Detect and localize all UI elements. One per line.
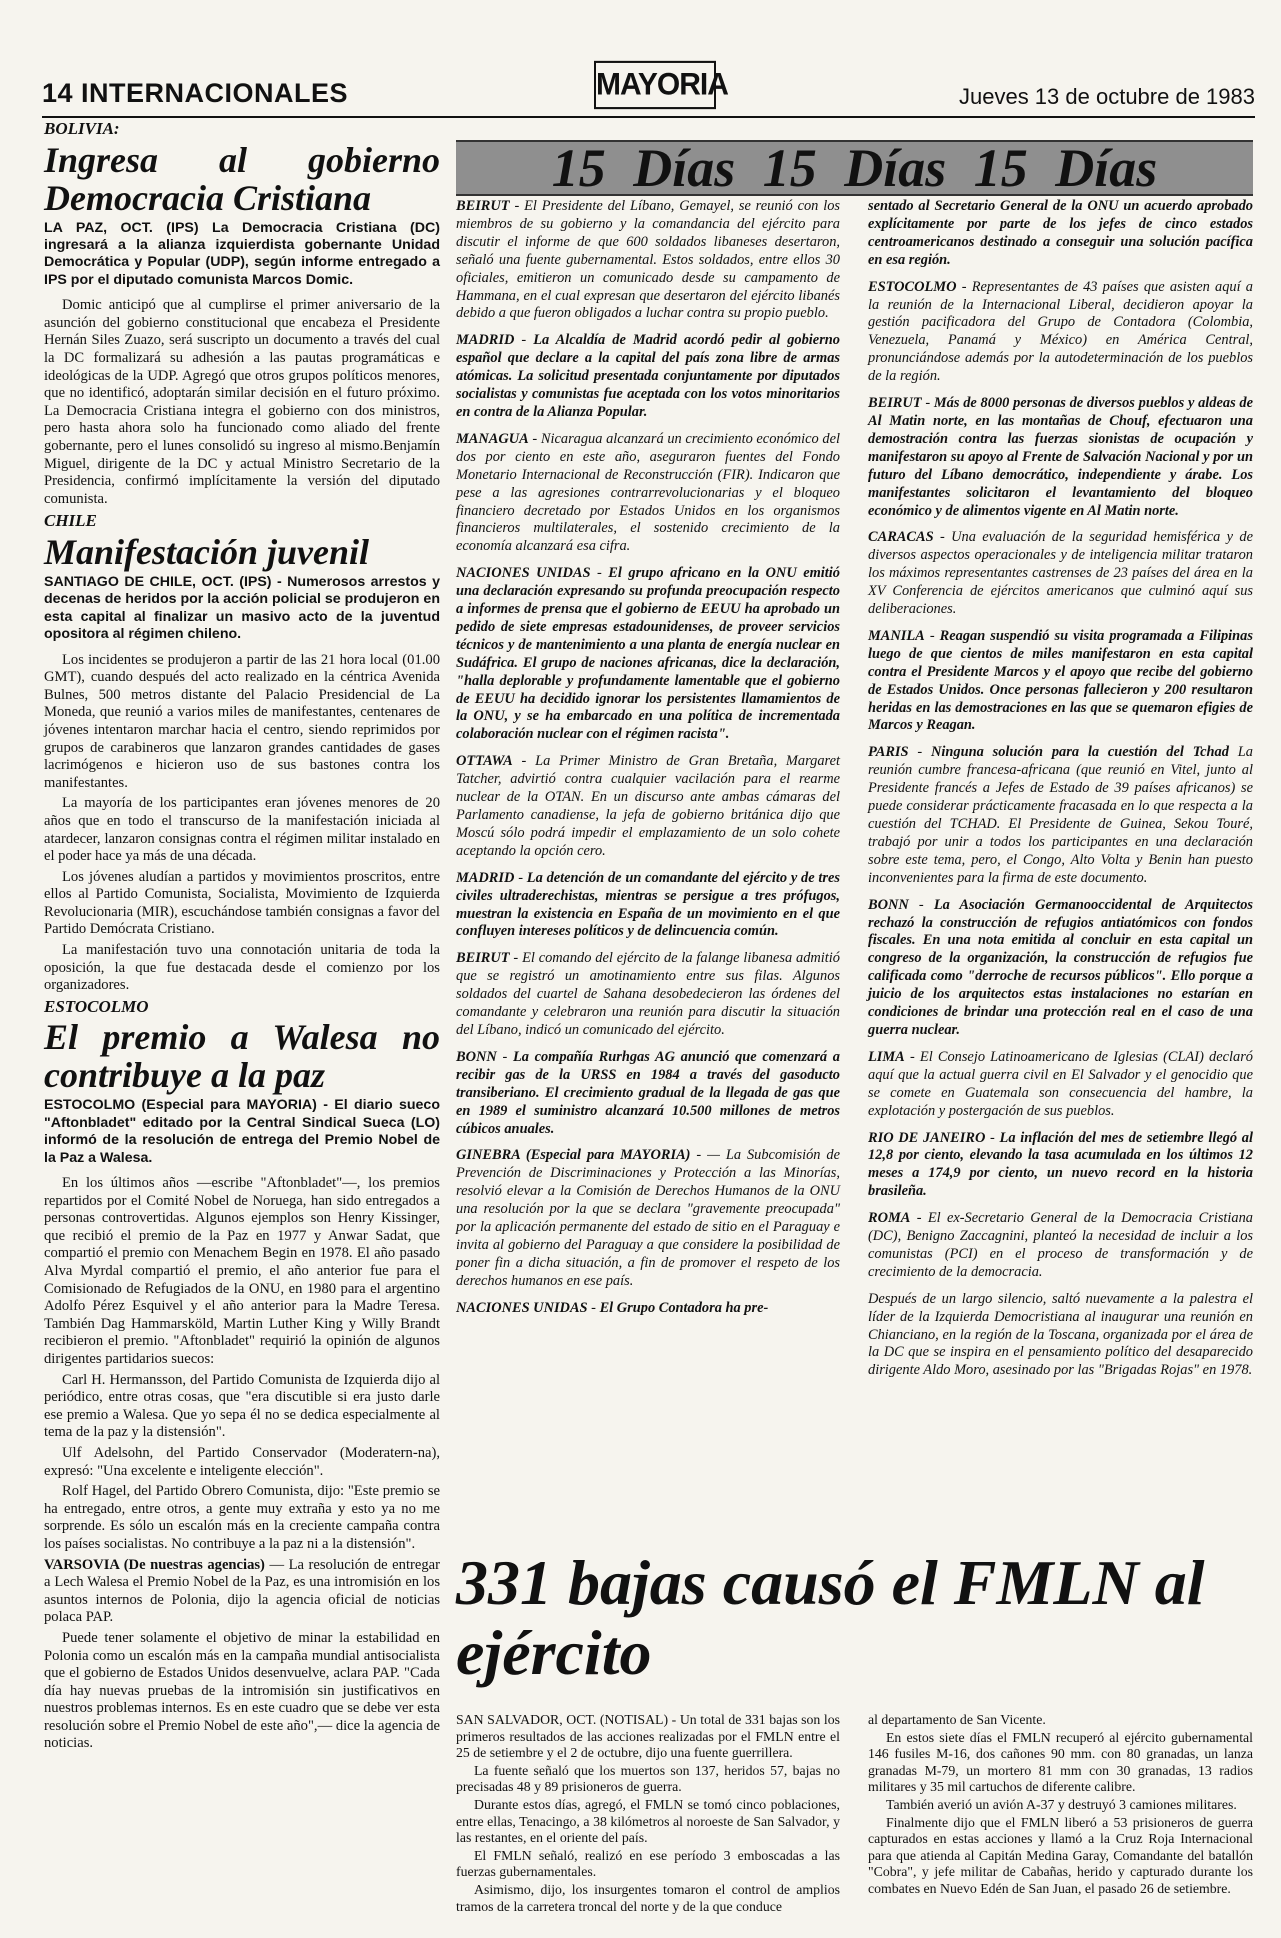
news-item: MADRID - La Alcaldía de Madrid acordó pedir al gobierno español que declare a la capital del país zona libre de armas atómicas. La solicitud presentada conjuntamente por diputados socialistas y comunistas fue aceptada con los votos minoritarios en contra de la Alianza Popular.: [456, 332, 840, 420]
estocolmo-lead: ESTOCOLMO (Especial para MAYORIA) - El diario sueco "Aftonbladet" editado por la Central Sindical Sueca (LO) informó de la resolución de entrega del Premio Nobel de la Paz a Walesa.: [44, 1097, 440, 1166]
fmln-paragraph: al departamento de San Vicente.: [868, 1712, 1046, 1727]
chile-headline: Manifestación juvenil: [44, 531, 370, 572]
news-item-city: MANILA: [868, 627, 925, 644]
news-item: CARACAS - Una evaluación de la seguridad hemisférica y de diversos aspectos operacionales y de inteligencia militar trataron los máximos representantes castrenses de 23 países del área en la XV Conferencia de ejércitos americanos que culminó aquí sus deliberaciones.: [868, 529, 1253, 618]
news-item-bold-text: Ninguna solución para la cuestión del Tchad: [931, 744, 1229, 761]
news-item-city: OTTAWA: [456, 753, 513, 770]
bolivia-paragraph: Domic anticipó que al cumplirse el primer aniversario de la asunción del gobierno constitucional que encabeza el Presidente Hernán Siles Zuazo, será suscripto un documento a través del cual la DC formalizará su adhesión a las pautas programáticas e ideológicas de la UDP. Agregó que otros grupos políticos menores, que no identificó, adoptarán similar decisión en el futuro próximo. La Democracia Cristiana integra el gobierno con dos ministros, pero hasta ahora solo ha funcionado como aliado del frente gobernante, pero el lunes consolidó su ingreso al mismo.Benjamín Miguel, dirigente de la DC y actual Ministro Secretario de la Presidencia, confirmó implícitamente la versión del diputado comunista.: [44, 297, 440, 507]
fmln-column-2: [868, 1712, 1253, 1899]
news-item-text: La Primer Ministro de Gran Bretaña, Margaret Tatcher, advirtió contra cualquier vacilación para el rearme nuclear de la OTAN. En un discurso ante ambas cámaras del Parlamento canadiense, la jefa de gobierno británica dijo que Moscú sólo podrá impedir el emplazamiento de un solo cohete aceptando la opción cero.: [456, 753, 840, 859]
bolivia-kicker: BOLIVIA:: [44, 119, 120, 138]
news-item-city: RIO DE JANEIRO: [868, 1129, 986, 1146]
news-item-city: NACIONES UNIDAS: [456, 565, 591, 582]
news-item-text: Después de un largo silencio, saltó nuevamente a la palestra el líder de la Izquierda Democristiana al inaugurar una reunión en Chianciano, en la región de la Toscana, organizada por el área de la DC que se inspira en el pensamiento político del desaparecido dirigente Aldo Moro, asesinado por las "Brigadas Rojas" en 1978.: [868, 1290, 1253, 1379]
news-item: NACIONES UNIDAS - El grupo africano en la ONU emitió una declaración expresando su profunda preocupación respecto a informes de prensa que el gobierno de EEUU ha aprobado un pedido de siete empresas estadounidenses, de proveer servicios técnicos y de mantenimiento a una planta de energía nuclear en Sudáfrica. El grupo de naciones africanas, dice la declaración, "halla deplorable y profundamente lamentable que el gobierno de EEUU ha decidido ignorar los persistentes llamamientos de la ONU, y se ha embarcado en una política de incrementada colaboración nuclear con el régimen racista".: [456, 565, 840, 743]
news-item-bold-text: La Asociación Germanooccidental de Arquitectos rechazó la construcción de refugios antiatómicos con fondos fiscales. En una nota emitida al concluir en esta capital un congreso de la organización, la construcción de refugios fue calificada como "derroche de recursos públicos". Ello porque a juicio de los arquitectos estas instalaciones no estarían en condiciones de brindar una protección real en el caso de una guerra nuclear.: [868, 896, 1253, 1038]
news-item-bold-text: Más de 8000 personas de diversos pueblos y aldeas de Al Matin norte, en las montañas de Chouf, efectuaron una demostración contra las fuerzas sionistas de ocupación y manifestaron su apoyo al Frente de Salvación Nacional y por un futuro del Líbano democrático, independiente y árabe. Los manifestantes solicitaron el levantamiento del bloqueo económico y de alimentos vigente en Al Matin norte.: [868, 395, 1253, 519]
fmln-paragraph: Asimismo, dijo, los insurgentes tomaron el control de amplios tramos de la carretera troncal del norte y de la que conduce: [456, 1881, 840, 1914]
chile-kicker: CHILE: [44, 511, 97, 531]
news-item-city: BONN: [868, 896, 909, 913]
fmln-headline: 331 bajas causó el FMLN al ejército: [456, 1547, 1205, 1688]
news-item: [868, 1291, 1253, 1381]
news-item-text: Representantes de 43 países que asisten aquí a la reunión de la Internacional Liberal, decidieron apoyar la gestión pacificadora del Grupo de Contadora (Colombia, Venezuela, Panamá y México) en América Central, pronunciándose además por la autodeterminación de los pueblos de la región.: [868, 278, 1253, 385]
chile-paragraph: La mayoría de los participantes eran jóvenes menores de 20 años que en todo el transcurso de la manifestación iniciada al atardecer, lanzaron consignas contra el régimen militar instalado en el poder hace ya más de una década.: [44, 795, 440, 865]
fmln-paragraph: Durante estos días, agregó, el FMLN se tomó cinco poblaciones, entre ellas, Tenacingo, a 38 kilómetros al noroeste de San Salvador, y las restantes, en el oriente del país.: [456, 1796, 840, 1846]
issue-date: Jueves 13 de octubre de 1983: [958, 84, 1255, 109]
news-item-city: BEIRUT: [868, 395, 922, 412]
fmln-paragraph: SAN SALVADOR, OCT. (NOTISAL) - Un total de 331 bajas son los primeros resultados de las acciones realizadas por el FMLN entre el 25 de setiembre y el 2 de octubre, dijo una fuente guerrillera.: [456, 1712, 840, 1761]
news-item: GINEBRA (Especial para MAYORIA) - — La Subcomisión de Prevención de Discriminaciones y Protección a las Minorías, resolvió elevar a la Comisión de Derechos Humanos de la ONU una resolución por la que se declara "gravemente preocupada" por la aplicación permanente del estado de sitio en el Paraguay e invita al gobierno del Paraguay a que considere la posibilidad de poner fin a dicha situación, a fin de promover el respeto de los derechos humanos en ese país.: [456, 1147, 840, 1289]
news-item-bold-text: La Alcaldía de Madrid acordó pedir al gobierno español que declare a la capital del país zona libre de armas atómicas. La solicitud presentada conjuntamente por diputados socialistas y comunistas fue aceptada con los votos minoritarios en contra de la Alianza Popular.: [456, 332, 840, 420]
news-item-city: GINEBRA (Especial para MAYORIA): [456, 1147, 691, 1164]
dias-column-1: [456, 198, 840, 1327]
varsovia-paragraph: [44, 1557, 440, 1627]
news-item: PARIS - Ninguna solución para la cuestión del Tchad La reunión cumbre francesa-africana (que reunió en Vitel, junto al Presidente francés a Jefes de Estado de 39 países africanos) se puede considerar prácticamente fracasada en lo que respecta a la cuestión del TCHAD. El Presidente de Guinea, Sekou Touré, trabajó por unir a todos los participantes en una declaración sobre este tema, pero, el Congo, Alto Volta y Benin han puesto inconvenientes para la firma de este documento.: [868, 744, 1253, 886]
varsovia-paragraph-2: Puede tener solamente el objetivo de minar la estabilidad en Polonia como un escalón más en la campaña mundial antisocialista que el gobierno de Estados Unidos desenvuelve, aclara PAP. "Cada día hay nuevas pruebas de la intromisión sin justificativos en nuestros problemas internos. Es en este cuadro que se debe ver esta resolución sobre el Premio Nobel de este año",— dice la agencia de noticias.: [44, 1629, 440, 1752]
varsovia-lead: VARSOVIA (De nuestras agencias): [44, 1556, 265, 1573]
news-item-text: — La Subcomisión de Prevención de Discriminaciones y Protección a las Minorías, resolvió elevar a la Comisión de Derechos Humanos de la ONU una resolución por la que se declara "gravemente preocupada" por la aplicación permanente del estado de sitio en el Paraguay e invita al gobierno del Paraguay a que considere la posibilidad de poner fin a dicha situación, a fin de promover el respeto de los derechos humanos en ese país.: [456, 1147, 840, 1289]
news-item: ROMA - El ex-Secretario General de la Democracia Cristiana (DC), Benigno Zaccagnini, planteó la necesidad de incluir a los comunistas (PCI) en el proceso de transformación y de crecimiento de la democracia.: [868, 1210, 1253, 1280]
news-item-text: El Consejo Latinoamericano de Iglesias (CLAI) declaró aquí que la actual guerra civil en El Salvador y el genocidio que se comete en Guatemala son consecuencia del hambre, la explotación y postergación de sus pueblos.: [868, 1048, 1253, 1119]
news-item-bold-text: El grupo africano en la ONU emitió una declaración expresando su profunda preocupación respecto a informes de prensa que el gobierno de EEUU ha aprobado un pedido de siete empresas estadounidenses, de proveer servicios técnicos y de mantenimiento a una planta de energía nuclear en Sudáfrica. El grupo de naciones africanas, dice la declaración, "halla deplorable y profundamente lamentable que el gobierno de EEUU ha decidido ignorar los persistentes llamamientos de la ONU, y se ha embarcado en una política de incrementada colaboración nuclear con el régimen racista".: [456, 565, 840, 743]
news-item-city: BEIRUT: [456, 198, 510, 214]
news-item-city: MANAGUA: [456, 430, 529, 447]
news-item-text: El comando del ejército de la falange libanesa admitió que se registró un amotinamiento entre sus filas. Algunos soldados del cuartel de Sahana desobedecieron las órdenes del comandante y celebraron una reunión para discutir la situación del Líbano, indicó un comunicado del ejército.: [456, 950, 840, 1038]
chile-paragraph: Los incidentes se produjeron a partir de las 21 hora local (01.00 GMT), cuando después del acto realizado en la céntrica Avenida Bulnes, 500 metros distante del Palacio Presidencial de La Moneda, que reunió a varios miles de manifestantes, centenares de jóvenes intentaron marchar hacia el centro, siendo reprimidos por grupos de carabineros que lanzaron grandes cantidades de gases lacrimógenos e hicieron uso de sus bastones contra los manifestantes.: [44, 651, 440, 791]
news-item: MANAGUA - Nicaragua alcanzará un crecimiento económico del dos por ciento en este año, aseguraron fuentes del Fondo Monetario Internacional de Reconstrucción (FIR). Indicaron que pese a las agresiones contrarrevolucionarias y el bloqueo financiero decretado por Estados Unidos en los organismos financieros multilaterales, el sostenido crecimiento de la economía alcanzará esa cifra.: [456, 430, 840, 555]
news-item-bold-text: La compañía Rurhgas AG anunció que comenzará a recibir gas de la URSS en 1984 a través del gasoducto transiberiano. El crecimiento gradual de la llegada de gas que en 1989 el suministro alcanzará 10.500 millones de metros cúbicos anuales.: [456, 1048, 840, 1137]
news-item-city: MADRID: [456, 332, 515, 349]
page-section-header: 14 INTERNACIONALES: [42, 78, 349, 108]
news-item-city: ROMA: [868, 1210, 911, 1227]
news-item: NACIONES UNIDAS - El Grupo Contadora ha pre-: [456, 1299, 769, 1316]
news-item-city: NACIONES UNIDAS: [456, 1299, 588, 1316]
fmln-column-1: [456, 1712, 840, 1916]
header-rule: [42, 116, 1255, 118]
news-item: LIMA - El Consejo Latinoamericano de Iglesias (CLAI) declaró aquí que la actual guerra civil en El Salvador y el genocidio que se comete en Guatemala son consecuencia del hambre, la explotación y postergación de sus pueblos.: [868, 1048, 1253, 1119]
news-item-city: ESTOCOLMO: [868, 278, 957, 295]
bolivia-lead: LA PAZ, OCT. (IPS) La Democracia Cristiana (DC) ingresará a la alianza izquierdista gobernante Unidad Democrática y Popular (UDP), según informe entregado a IPS por el diputado comunista Marcos Domic.: [44, 219, 440, 288]
fmln-paragraph: La fuente señaló que los muertos son 137, heridos 57, bajas no precisadas 48 y 89 prisioneros de guerra.: [456, 1762, 840, 1795]
varsovia-text: — La resolución de entregar a Lech Walesa el Premio Nobel de la Paz, es una intromisión en los asuntos internos de Polonia, dijo la agencia oficial de noticias polaca PAP.: [44, 1556, 440, 1626]
estocolmo-paragraph: Ulf Adelsohn, del Partido Conservador (Moderatern-na), expresó: "Una excelente e inteligente elección".: [44, 1444, 440, 1479]
news-item-text: Nicaragua alcanzará un crecimiento económico del dos por ciento en este año, aseguraron fuentes del Fondo Monetario Internacional de Reconstrucción (FIR). Indicaron que pese a las agresiones contrarrevolucionarias y el bloqueo financiero decretado por Estados Unidos en los organismos financieros multilaterales, el sostenido crecimiento de la economía alcanzará esa cifra.: [456, 430, 840, 555]
dias-column-2: [868, 198, 1253, 1389]
news-item: BONN - La Asociación Germanooccidental de Arquitectos rechazó la construcción de refugios antiatómicos con fondos fiscales. En una nota emitida al concluir en esta capital un congreso de la organización, la construcción de refugios fue calificada como "derroche de recursos públicos". Ello porque a juicio de los arquitectos estas instalaciones no estarían en condiciones de brindar una protección real en el caso de una guerra nuclear.: [868, 896, 1253, 1038]
estocolmo-paragraph: Carl H. Hermansson, del Partido Comunista de Izquierda dijo al periódico, entre otras cosas, que "era discutible si era justo darle ese premio a Walesa. Que yo sepa él no se dedica especialmente al tema de la paz y la distensión".: [44, 1371, 440, 1441]
news-item-city: BEIRUT: [456, 950, 510, 967]
news-item: ESTOCOLMO - Representantes de 43 países que asisten aquí a la reunión de la Internacional Liberal, decidieron apoyar la gestión pacificadora del Grupo de Contadora (Colombia, Venezuela, Panamá y México) en América Central, pronunciándose además por la autodeterminación de los pueblos de la región.: [868, 278, 1253, 385]
estocolmo-headline: El premio a Walesa no contribuye a la paz: [44, 1017, 440, 1096]
chile-lead: SANTIAGO DE CHILE, OCT. (IPS) - Numerosos arrestos y decenas de heridos por la acción policial se produjeron en esta capital al finalizar un masivo acto de la juventud opositora al régimen chileno.: [44, 573, 440, 643]
estocolmo-kicker: ESTOCOLMO: [44, 996, 149, 1016]
chile-paragraph: Los jóvenes aludían a partidos y movimientos proscritos, entre ellos al Partido Comunista, Socialista, Movimiento de Izquierda Revolucionaria (MIR), escuchándose también consignas a favor del Partido Demócrata Cristiano.: [44, 868, 440, 938]
news-item-bold-text: Reagan suspendió su visita programada a Filipinas luego de que cientos de miles manifestaron en esta capital contra el Presidente Marcos y el apoyo que recibe del gobierno de Estados Unidos. Once personas fallecieron y 200 resultaron heridas en las demostraciones en las que se quemaron efigies de Marcos y Reagan.: [868, 627, 1253, 734]
news-item-city: PARIS: [868, 744, 909, 761]
quince-dias-banner: 15 Días 15 Días 15 Días: [456, 140, 1253, 196]
fmln-paragraph: También averió un avión A-37 y destruyó 3 camiones militares.: [886, 1796, 1237, 1812]
estocolmo-paragraph: En los últimos años —escribe "Aftonbladet"—, los premios repartidos por el Comité Nobel de Noruega, han sido entregados a personas controvertidas. Algunos ejemplos son Henry Kissinger, que recibió el premio de la Paz en 1977 y Anwar Sadat, que compartió el premio con Menachem Begin en 1978. El año pasado Alva Myrdal compartió el premio, el año anterior fue para el Comisionado de Refugiados de la ONU, en 1980 para el argentino Adolfo Pérez Esquivel y el año anterior para la Madre Teresa. También Dag Hammarsköld, Martin Luther King y Willy Brandt recibieron el premio. "Aftonbladet" requirió la opinión de algunos dirigentes partidarios suecos:: [44, 1175, 440, 1367]
news-item-bold-text: El Grupo Contadora ha pre-: [599, 1299, 769, 1316]
news-item: MADRID - La detención de un comandante del ejército y de tres civiles ultraderechistas, mientras se persigue a tres prófugos, muestran la existencia en España de un movimiento en el que confluyen intereses políticos y de delincuencia común.: [456, 869, 840, 940]
news-item: BEIRUT - El Presidente del Líbano, Gemayel, se reunió con los miembros de su gobierno y la comandancia del ejército para discutir el informe de que 600 soldados libaneses desertaron, señaló una fuente gubernamental. Estos soldados, entre ellos 30 oficiales, emitieron un comunicado desde su campamento de Hammana, en el cual expresan que desertaron del ejército libanés debido a que fueron obligados a luchar contra su propio pueblo.: [456, 198, 840, 322]
news-item-bold-text: sentado al Secretario General de la ONU un acuerdo aprobado explícitamente por parte de los jefes de cinco estados centroamericanos destinado a conseguir una solución pacífica en esa región.: [868, 198, 1253, 268]
news-item-city: BONN: [456, 1048, 497, 1065]
estocolmo-paragraph: Rolf Hagel, del Partido Obrero Comunista, dijo: "Este premio se ha entregado, entre otros, a gente muy extraña y esto ya no me sorprende. Es sólo un escalón más en la creciente campaña contra los países socialistas. No contribuye a la paz ni a la distensión".: [44, 1483, 440, 1552]
newspaper-logo: MAYORIA: [594, 61, 716, 109]
news-item: OTTAWA - La Primer Ministro de Gran Bretaña, Margaret Tatcher, advirtió contra cualquier vacilación para el rearme nuclear de la OTAN. En un discurso ante ambas cámaras del Parlamento canadiense, la jefa de gobierno británica dijo que Moscú sólo podrá impedir el emplazamiento de un solo cohete aceptando la opción cero.: [456, 753, 840, 859]
news-item-text: El Presidente del Líbano, Gemayel, se reunió con los miembros de su gobierno y la comandancia del ejército para discutir el informe de que 600 soldados libaneses desertaron, señaló una fuente gubernamental. Estos soldados, entre ellos 30 oficiales, emitieron un comunicado desde su campamento de Hammana, en el cual expresan que desertaron del ejército libanés debido a que fueron obligados a luchar contra su propio pueblo.: [456, 198, 840, 322]
news-item-city: MADRID: [456, 869, 515, 886]
news-item: BEIRUT - El comando del ejército de la falange libanesa admitió que se registró un amotinamiento entre sus filas. Algunos soldados del cuartel de Sahana desobedecieron las órdenes del comandante y celebraron una reunión para discutir la situación del Líbano, indicó un comunicado del ejército.: [456, 950, 840, 1038]
news-item-text: El ex-Secretario General de la Democracia Cristiana (DC), Benigno Zaccagnini, planteó la necesidad de incluir a los comunistas (PCI) en el proceso de transformación y de crecimiento de la democracia.: [868, 1210, 1253, 1280]
news-item-bold-text: La inflación del mes de setiembre llegó al 12,8 por ciento, elevando la tasa acumulada en los últimos 12 meses a 174,9 por ciento, un nuevo record en la historia brasileña.: [868, 1129, 1253, 1200]
news-item: BONN - La compañía Rurhgas AG anunció que comenzará a recibir gas de la URSS en 1984 a través del gasoducto transiberiano. El crecimiento gradual de la llegada de gas que en 1989 el suministro alcanzará 10.500 millones de metros cúbicos anuales.: [456, 1048, 840, 1137]
fmln-paragraph: Finalmente dijo que el FMLN liberó a 53 prisioneros de guerra capturados en estas acciones y llamó a la Cruz Roja Internacional para que atienda al Capitán Medina Garay, Comandante del batallón "Cobra", y jefe militar de Cabañas, herido y capturado durante los combates en Nuevo Edén de San Juan, el pasado 26 de setiembre.: [868, 1814, 1253, 1896]
news-item-city: LIMA: [868, 1048, 905, 1065]
news-item-text: Una evaluación de la seguridad hemisférica y de diversos aspectos operacionales y de inteligencia militar trataron los máximos representantes castrenses de 23 países del área en la XV Conferencia de ejércitos americanos que culminó aquí sus deliberaciones.: [868, 529, 1253, 618]
fmln-paragraph: En estos siete días el FMLN recuperó al ejército gubernamental 146 fusiles M-16, dos cañones 90 mm. con 80 granadas, un lanza granadas M-79, un mortero 81 mm con 30 granadas, 13 radios militares y 35 mil cartuchos de diferente calibre.: [868, 1729, 1253, 1795]
news-item-bold-text: La detención de un comandante del ejército y de tres civiles ultraderechistas, mientras se persigue a tres prófugos, muestran la existencia en España de un movimiento en el que confluyen intereses políticos y de delincuencia común.: [456, 869, 840, 940]
news-item: RIO DE JANEIRO - La inflación del mes de setiembre llegó al 12,8 por ciento, elevando la tasa acumulada en los últimos 12 meses a 174,9 por ciento, un nuevo record en la historia brasileña.: [868, 1129, 1253, 1200]
news-item: [868, 198, 1253, 270]
news-item-city: CARACAS: [868, 529, 934, 546]
fmln-paragraph: El FMLN señaló, realizó en ese período 3 emboscadas a las fuerzas gubernamentales.: [456, 1847, 840, 1880]
chile-paragraph: La manifestación tuvo una connotación unitaria de toda la oposición, la que fue destacada desde el comienzo por los organizadores.: [44, 942, 440, 994]
news-item: MANILA - Reagan suspendió su visita programada a Filipinas luego de que cientos de miles manifestaron en esta capital contra el Presidente Marcos y el apoyo que recibe del gobierno de Estados Unidos. Once personas fallecieron y 200 resultaron heridas en las demostraciones en las que se quemaron efigies de Marcos y Reagan.: [868, 627, 1253, 734]
news-item: BEIRUT - Más de 8000 personas de diversos pueblos y aldeas de Al Matin norte, en las montañas de Chouf, efectuaron una demostración contra las fuerzas sionistas de ocupación y manifestaron su apoyo al Frente de Salvación Nacional y por un futuro del Líbano democrático, independiente y árabe. Los manifestantes solicitaron el levantamiento del bloqueo económico y de alimentos vigente en Al Matin norte.: [868, 395, 1253, 519]
left-column: [44, 120, 440, 1756]
bolivia-headline: Ingresa al gobierno Democracia Cristiana: [44, 139, 440, 218]
news-item-text: La reunión cumbre francesa-africana (que reunió en Vitel, junto al Presidente francés a Jefes de Estado de 39 países africanos) se puede considerar prácticamente fracasada en lo que respecta a la cuestión del TCHAD. El Presidente de Guinea, Sekou Touré, trabajó por unir a todos los participantes en una declaración sobre este tema, pero, el Congo, Alto Volta y Benin han puesto inconvenientes para la firma de este documento.: [868, 744, 1253, 886]
